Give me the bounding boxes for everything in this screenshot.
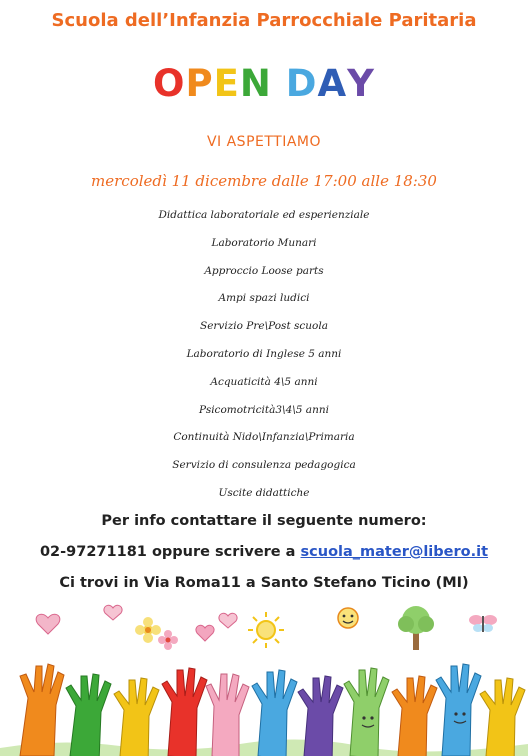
list-item: Acquaticità 4\5 anni — [210, 375, 318, 388]
painted-hand-icon — [344, 668, 389, 756]
heart-icon — [36, 614, 60, 634]
list-item: Didattica laboratoriale ed esperienziale — [158, 209, 370, 221]
phone-number: 02-97271181 — [39, 544, 147, 560]
contact-info-line: Per info contattare il seguente numero: — [101, 513, 427, 529]
list-item: Psicomotricità3\4\5 anni — [199, 403, 329, 416]
smiley-face-icon — [338, 608, 358, 628]
painted-hand-icon — [480, 678, 525, 756]
list-item: Continuità Nido\Infanzia\Primaria — [173, 431, 355, 444]
greeting-text: VI ASPETTIAMO — [206, 134, 322, 150]
address-line: Ci trovi in Via Roma11 a Santo Stefano Ticino (MI) — [59, 575, 469, 591]
open-day-letter: O — [153, 62, 186, 105]
list-item: Ampi spazi ludici — [218, 292, 310, 305]
open-day-letter — [272, 62, 286, 105]
flower-icon — [135, 617, 161, 643]
tree-icon — [398, 606, 434, 650]
list-item: Servizio Pre\Post scuola — [200, 320, 328, 333]
features-list — [0, 206, 528, 512]
painted-hand-icon — [20, 664, 64, 756]
heart-icon — [104, 605, 122, 620]
sun-icon — [248, 612, 284, 648]
or-write-text: oppure scrivere a — [146, 544, 301, 560]
event-date-time: mercoledì 11 dicembre dalle 17:00 alle 18:30 — [91, 172, 437, 190]
painted-hand-icon — [162, 668, 207, 756]
list-item: Laboratorio di Inglese 5 anni — [186, 347, 342, 360]
open-day-letter: Y — [347, 62, 375, 105]
contact-phone-email-line — [0, 544, 528, 560]
school-name: Scuola dell’Infanzia Parrocchiale Paritaria — [51, 10, 477, 31]
heart-icon — [219, 613, 237, 628]
painted-hand-icon — [66, 674, 111, 756]
open-day-letter: D — [285, 62, 318, 105]
heart-icon — [196, 625, 214, 641]
list-item: Servizio di consulenza pedagogica — [172, 459, 356, 472]
painted-hand-icon — [436, 664, 481, 756]
painted-hand-icon — [114, 678, 159, 756]
open-day-letter: N — [239, 62, 272, 105]
butterfly-icon — [469, 615, 497, 632]
email-link[interactable]: scuola_mater@libero.it — [300, 544, 489, 560]
open-day-letter: P — [185, 62, 214, 105]
list-item: Laboratorio Munari — [211, 236, 317, 249]
list-item: Approccio Loose parts — [204, 264, 324, 277]
painted-hand-icon — [392, 676, 437, 756]
open-day-letter: E — [213, 62, 240, 105]
painted-hands-illustration — [0, 598, 528, 756]
open-day-letter: A — [317, 62, 348, 105]
open-day-title — [0, 62, 528, 105]
list-item: Uscite didattiche — [218, 486, 310, 499]
flower-icon — [158, 630, 178, 650]
